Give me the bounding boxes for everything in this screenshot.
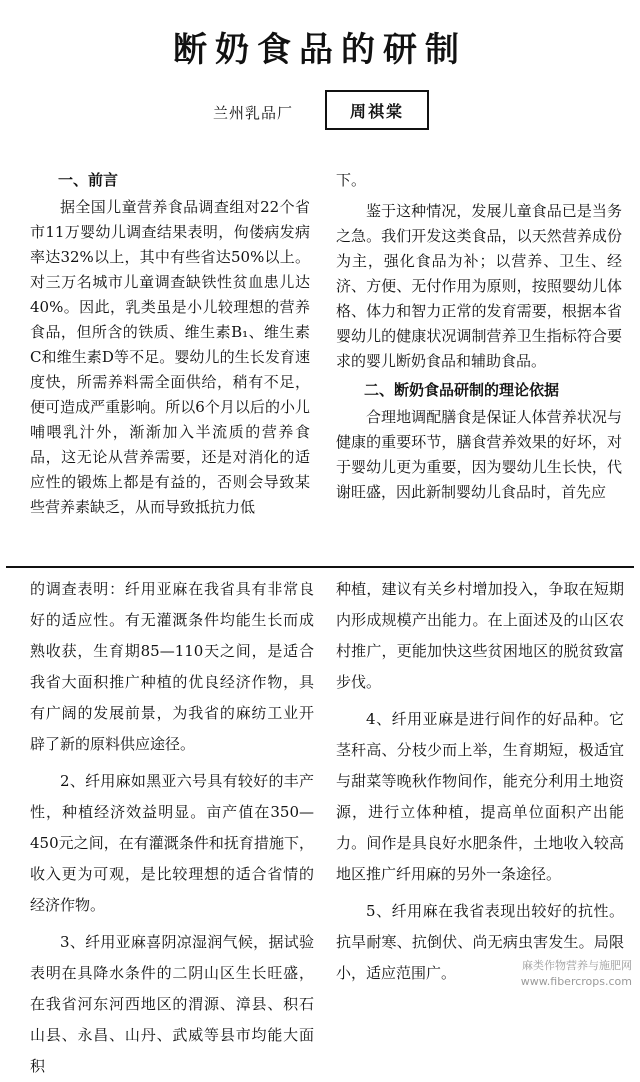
paragraph: 据全国儿童营养食品调查组对22个省市11万婴幼儿调查结果表明，佝偻病发病率达32%以上，其中有些省达50%以上。对三万名城市儿童调查缺铁性贫血患儿达40%。因此，乳类虽是小儿较理想的营养食品，但所含的铁质、维生素B₁、维生素C和维生素D等不足。婴幼儿的生长发育速度快，所需养料需全面供给，稍有不足，便可造成严重影响。所以6个月以后的小儿哺喂乳汁外，渐渐加入半流质的营养食品，这无论从营养需要，还是对消化的适应性的锻炼上都是有益的，否则会导致某些营养素缺乏，从而导致抵抗力低 — [30, 198, 310, 516]
paragraph-continuation: 下。 — [336, 171, 367, 189]
paragraph: 3、纤用亚麻喜阴凉湿润气候，据试验表明在具降水条件的二阴山区生长旺盛，在我省河东河西地区的渭源、漳县、积石山县、永昌、山丹、武威等县市均能大面积 — [30, 933, 314, 1075]
paragraph: 合理地调配膳食是保证人体营养状况与健康的重要环节，膳食营养效果的好坏，对于婴幼儿更为重要，因为婴幼儿生长快，代谢旺盛，因此新制婴幼儿食品时，首先应 — [336, 408, 622, 501]
author-organization: 兰州乳品厂 — [213, 104, 294, 122]
paragraph: 种植，建议有关乡村增加投入，争取在短期内形成规模产出能力。在上面述及的山区农村推广，更能加快这些贫困地区的脱贫致富步伐。 — [336, 580, 624, 691]
paragraph: 的调查表明：纤用亚麻在我省具有非常良好的适应性。有无灌溉条件均能生长而成熟收获，生育期85—110天之间，是适合我省大面积推广种植的优良经济作物，具有广阔的发展前景，为我省的麻纺工业开辟了新的原料供应途径。 — [30, 580, 314, 753]
page-divider-rule — [6, 566, 634, 568]
author-name-box — [325, 90, 429, 130]
watermark-line-1: 麻类作物营养与施肥网 — [522, 959, 632, 972]
upper-right-column — [336, 168, 622, 505]
author-name: 周祺棠 — [349, 101, 404, 121]
watermark-line-2: www.fibercrops.com — [520, 975, 632, 988]
paragraph: 鉴于这种情况，发展儿童食品已是当务之急。我们开发这类食品，以天然营养成份为主，强化食品为补；以营养、卫生、经济、方便、无付作用为原则，按照婴幼儿体格、体力和智力正常的发育需要，根据本省婴幼儿的健康状况调制营养卫生指标符合要求的婴儿断奶食品和辅助食品。 — [336, 202, 622, 370]
upper-left-column — [30, 168, 310, 520]
paragraph: 4、纤用亚麻是进行间作的好品种。它茎秆高、分枝少而上举，生育期短，极适宜与甜菜等晚秋作物间作，能充分利用土地资源，进行立体种植，提高单位面积产出能力。间作是具良好水肥条件，土地收入较高地区推广纤用麻的另外一条途径。 — [336, 710, 624, 883]
section-heading-theory: 二、断奶食品研制的理论依据 — [364, 381, 560, 399]
lower-right-column — [336, 574, 624, 989]
paragraph: 2、纤用麻如黑亚六号具有较好的丰产性，种植经济效益明显。亩产值在350—450元之间，在有灌溉条件和抚育措施下，收入更为可观，是比较理想的适合省情的经济作物。 — [30, 772, 314, 914]
site-watermark — [521, 958, 632, 990]
paragraph: 5、纤用麻在我省表现出较好的抗性。抗旱耐寒、抗倒伏、尚无病虫害发生。局限小，适应范围广。 — [336, 902, 624, 982]
section-heading-intro: 一、前言 — [58, 171, 119, 189]
article-title: 断奶食品的研制 — [173, 30, 467, 70]
lower-left-column — [30, 574, 314, 1082]
